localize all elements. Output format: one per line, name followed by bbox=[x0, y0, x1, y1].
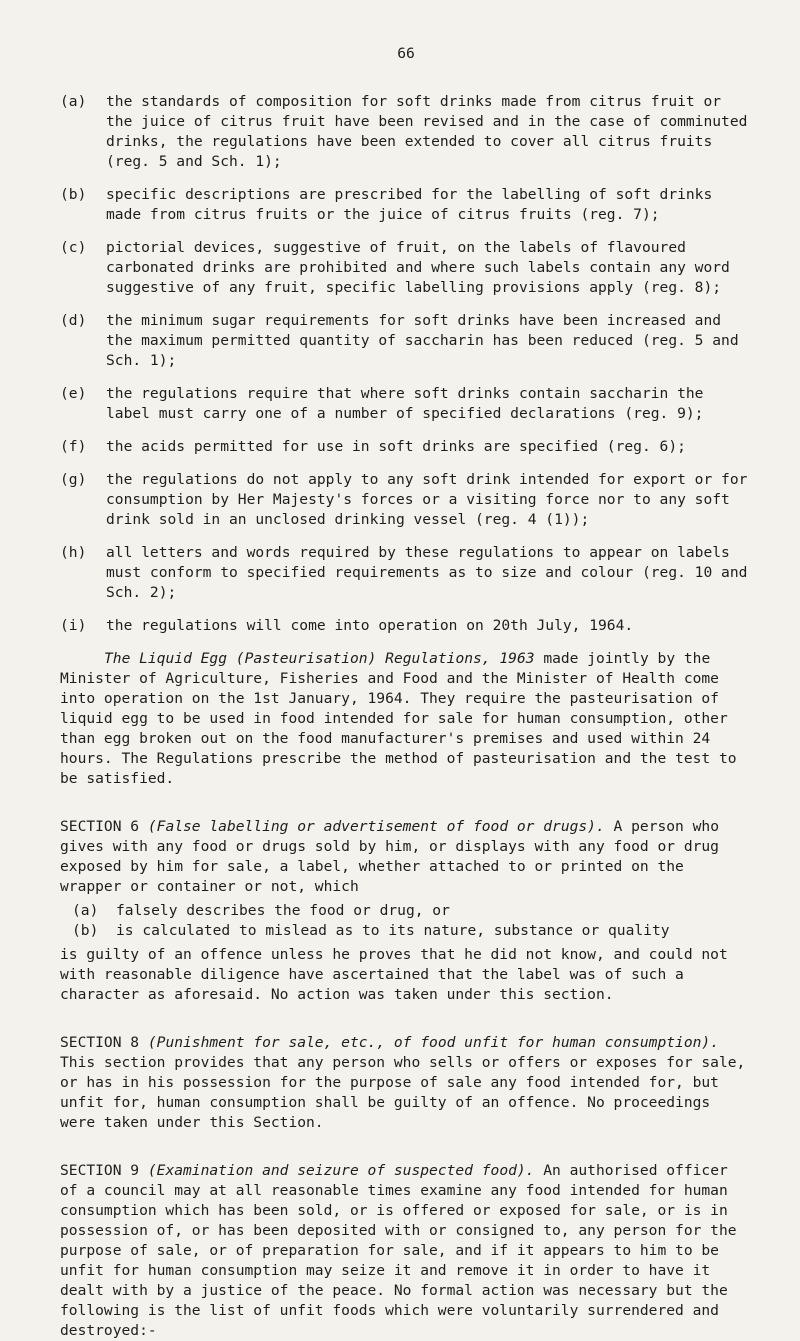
liquid-egg-body: made jointly by the Minister of Agriculture, Fisheries and Food and the Minister of Health come into operation on the 1st January, 1964. They require the pasteurisation of liquid egg to be used in food intended for sale for human consumption, other than egg broken out on the food manufacturer's premises and used within 24 hours. The Regulations prescribe the method of pasteurisation and the test to be satisfied. bbox=[60, 650, 737, 787]
sub-item-label: (a) bbox=[72, 902, 99, 919]
page-number: 66 bbox=[397, 45, 415, 62]
list-item bbox=[60, 238, 752, 298]
section-9-head: SECTION 9 bbox=[60, 1162, 148, 1179]
sub-item-label: (b) bbox=[72, 922, 99, 939]
section-6-title: (False labelling or advertisement of food or drugs). bbox=[147, 818, 605, 835]
sub-item bbox=[60, 921, 752, 941]
sub-item-text: is calculated to mislead as to its nature, substance or quality bbox=[116, 922, 670, 939]
list-item-text: pictorial devices, suggestive of fruit, on the labels of flavoured carbonated drinks are prohibited and where such labels contain any word suggestive of any fruit, specific labelling provisions apply (reg. 8); bbox=[106, 239, 730, 296]
list-item bbox=[60, 543, 752, 603]
list-item bbox=[60, 437, 752, 457]
section-8-body: This section provides that any person who sells or offers or exposes for sale, or has in his possession for the purpose of sale any food intended for, but unfit for, human consumption shall be guilty of an offence. No proceedings were taken under this Section. bbox=[60, 1054, 746, 1131]
section-6-tail: is guilty of an offence unless he proves that he did not know, and could not with reasonable diligence have ascertained that the label was of such a character as aforesaid. No action was taken under this section. bbox=[60, 946, 728, 1003]
list-item-text: all letters and words required by these regulations to appear on labels must conform to specified requirements as to size and colour (reg. 10 and Sch. 2); bbox=[106, 544, 748, 601]
list-item-label: (d) bbox=[60, 312, 87, 329]
section-6-sublist bbox=[60, 901, 752, 941]
list-item-label: (g) bbox=[60, 471, 87, 488]
list-item-text: the regulations will come into operation on 20th July, 1964. bbox=[106, 617, 634, 634]
list-item-label: (e) bbox=[60, 385, 87, 402]
list-item-label: (h) bbox=[60, 544, 87, 561]
section-8 bbox=[60, 1033, 752, 1133]
section-8-head: SECTION 8 bbox=[60, 1034, 148, 1051]
list-item-text: the acids permitted for use in soft drinks are specified (reg. 6); bbox=[106, 438, 686, 455]
list-item bbox=[60, 92, 752, 172]
list-item bbox=[60, 185, 752, 225]
liquid-egg-title: The Liquid Egg (Pasteurisation) Regulations, 1963 bbox=[104, 650, 535, 667]
list-item-label: (b) bbox=[60, 186, 87, 203]
section-6-paragraph bbox=[60, 817, 752, 897]
sub-item bbox=[60, 901, 752, 921]
section-8-title: (Punishment for sale, etc., of food unfit for human consumption). bbox=[147, 1034, 719, 1051]
list-item-label: (f) bbox=[60, 438, 87, 455]
list-item bbox=[60, 384, 752, 424]
list-item bbox=[60, 616, 752, 636]
list-item-text: the regulations do not apply to any soft drink intended for export or for consumption by Her Majesty's forces or a visiting force nor to any soft drink sold in an unclosed drinking vessel (reg. 4 (1)); bbox=[106, 471, 748, 528]
list-item bbox=[60, 311, 752, 371]
section-9 bbox=[60, 1161, 752, 1341]
list-item bbox=[60, 470, 752, 530]
sub-item-text: falsely describes the food or drug, or bbox=[116, 902, 450, 919]
section-6-intro: A person who gives with any food or drugs sold by him, or displays with any food or drug exposed by him for sale, a label, whether attached to or printed on the wrapper or container or not, which bbox=[60, 818, 719, 895]
section-9-body: An authorised officer of a council may at all reasonable times examine any food intended for human consumption which has been sold, or is offered or exposed for sale, or is in possession of, or has been deposited with or consigned to, any person for the purpose of sale, or of preparation for sale, and if it appears to him to be unfit for human consumption may seize it and remove it in order to have it dealt with by a justice of the peace. No formal action was necessary but the following is the list of unfit foods which were voluntarily surrendered and destroyed:- bbox=[60, 1162, 737, 1339]
regulation-list bbox=[60, 92, 752, 636]
list-item-text: the regulations require that where soft drinks contain saccharin the label must carry one of a number of specified declarations (reg. 9); bbox=[106, 385, 704, 422]
section-9-title: (Examination and seizure of suspected food). bbox=[147, 1162, 535, 1179]
list-item-label: (a) bbox=[60, 93, 87, 110]
list-item-label: (i) bbox=[60, 617, 87, 634]
liquid-egg-paragraph bbox=[60, 649, 752, 789]
list-item-text: specific descriptions are prescribed for the labelling of soft drinks made from citrus fruits or the juice of citrus fruits (reg. 7); bbox=[106, 186, 713, 223]
list-item-label: (c) bbox=[60, 239, 87, 256]
section-6-head: SECTION 6 bbox=[60, 818, 148, 835]
section-6 bbox=[60, 817, 752, 1005]
list-item-text: the standards of composition for soft drinks made from citrus fruit or the juice of citrus fruit have been revised and in the case of comminuted drinks, the regulations have been extended to cover all citrus fruits (reg. 5 and Sch. 1); bbox=[106, 93, 748, 170]
list-item-text: the minimum sugar requirements for soft drinks have been increased and the maximum permitted quantity of saccharin has been reduced (reg. 5 and Sch. 1); bbox=[106, 312, 739, 369]
